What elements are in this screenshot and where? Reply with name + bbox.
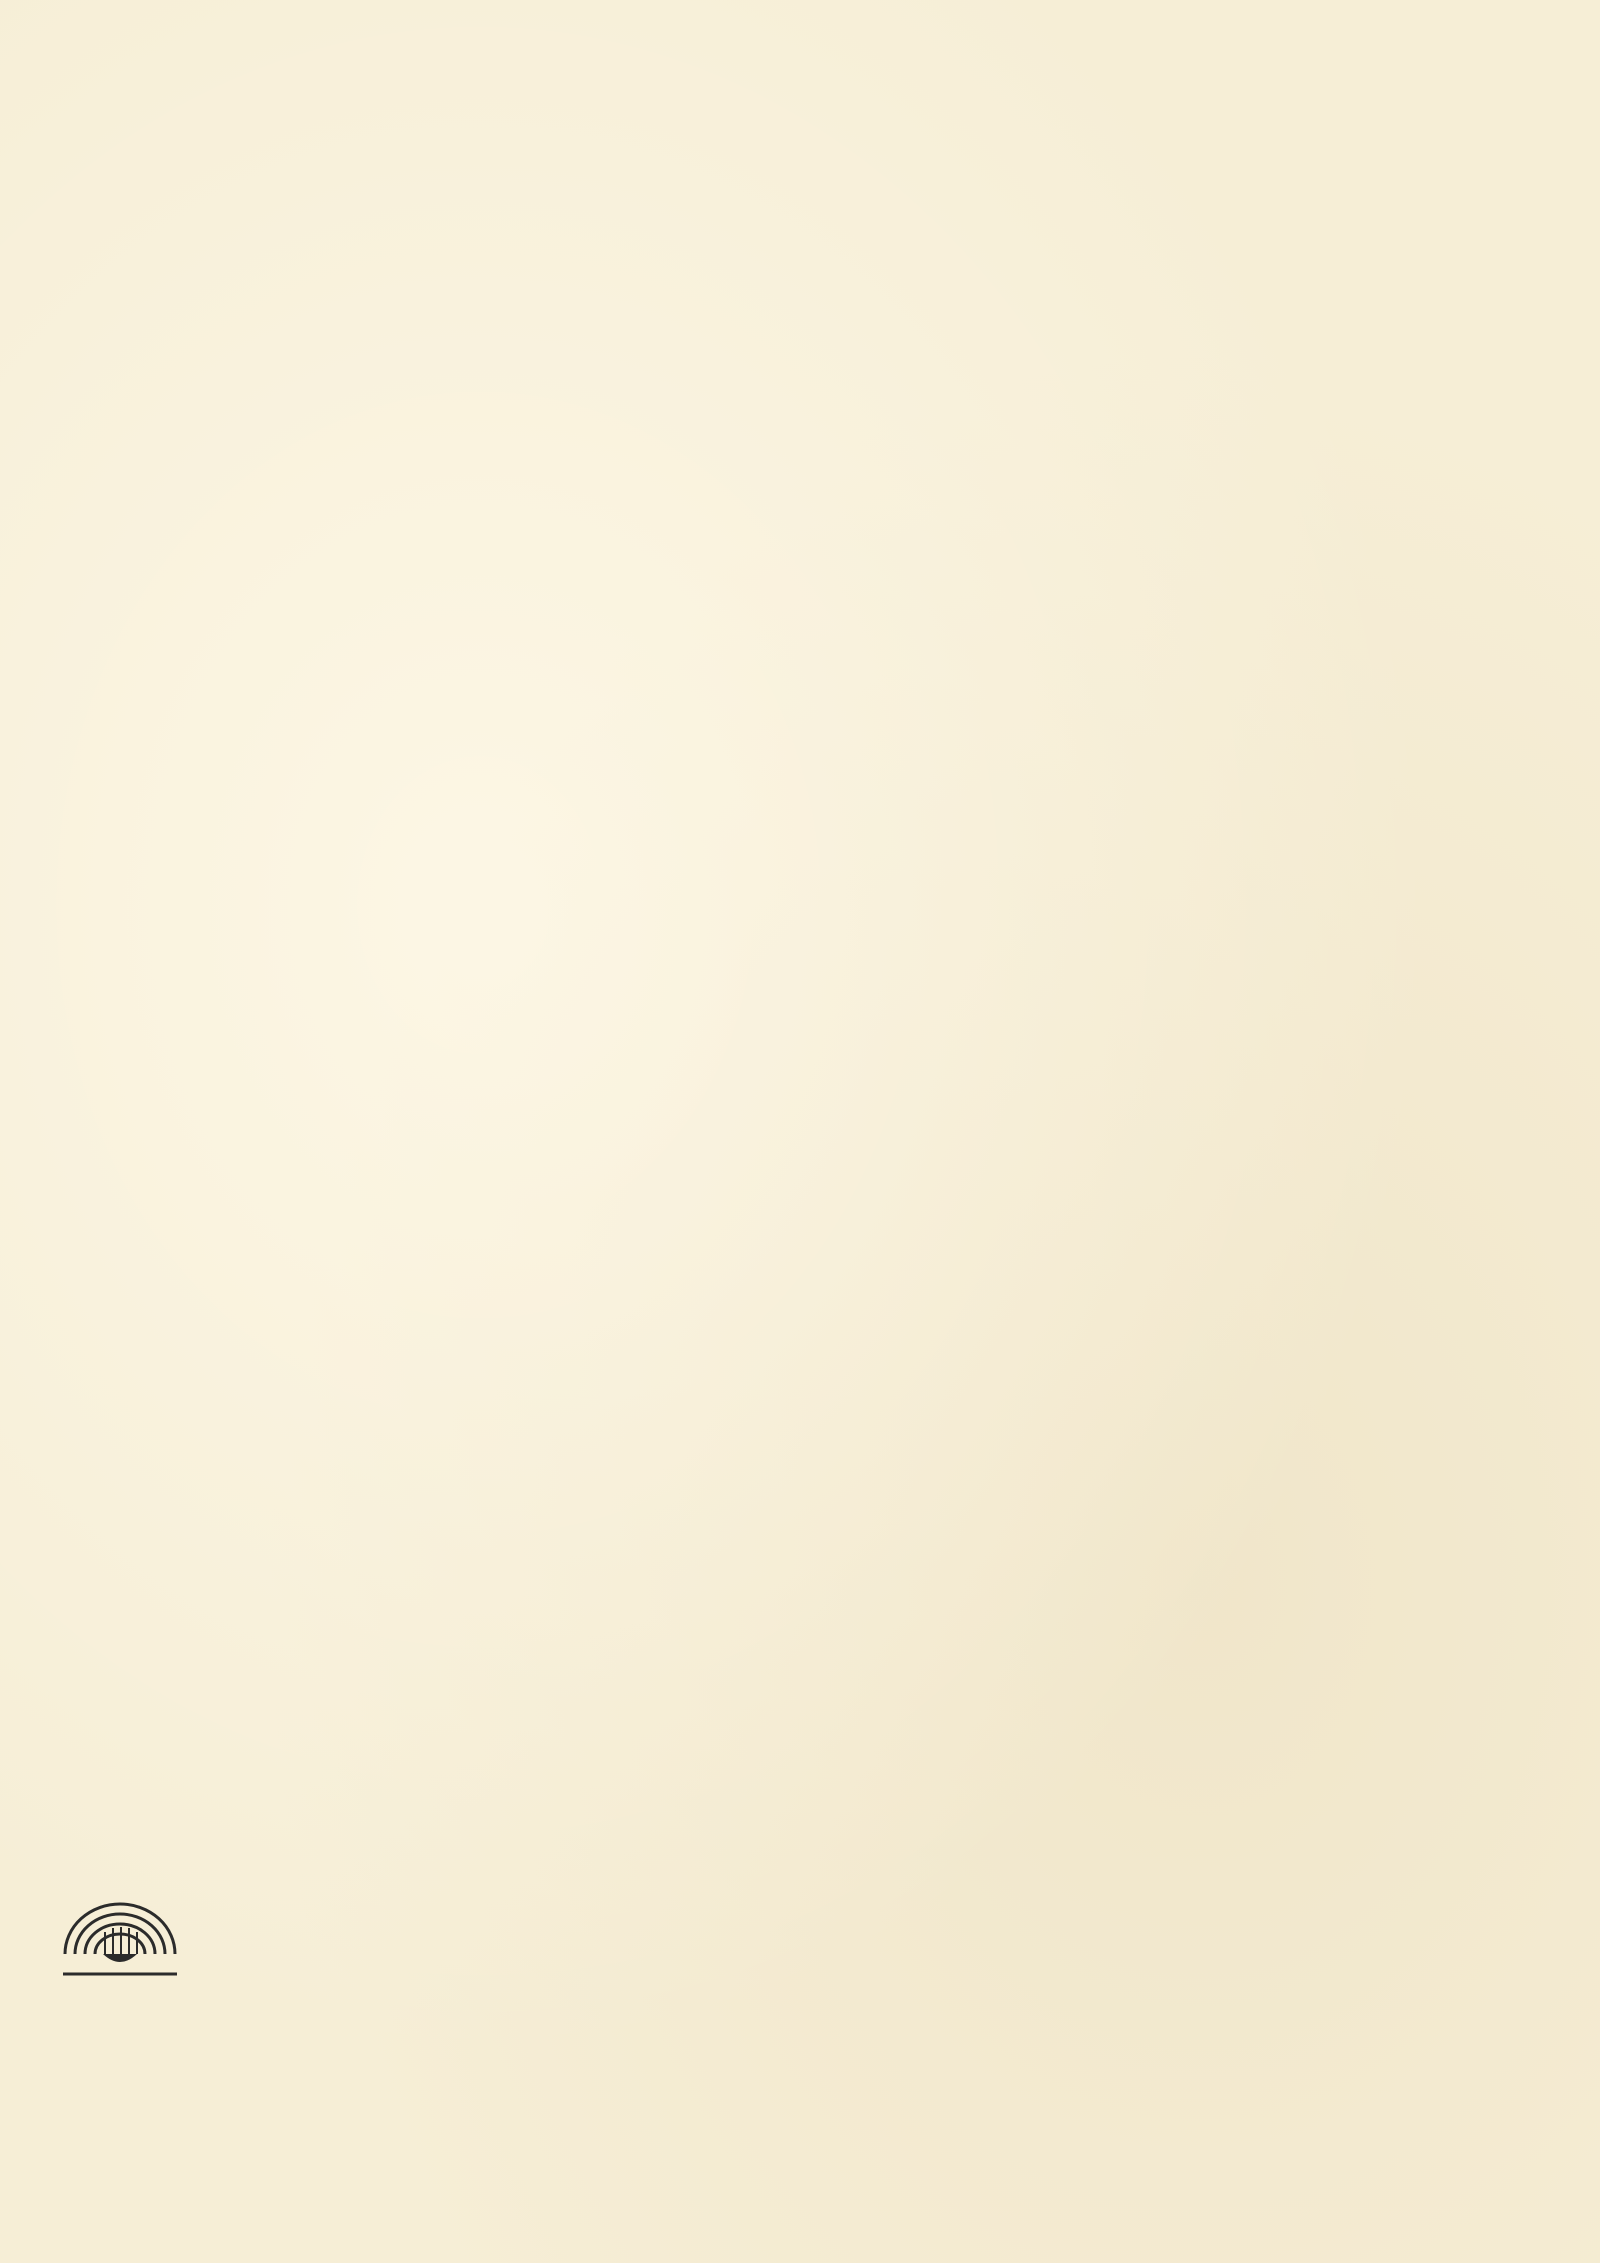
- rainbow-logo-icon: [55, 1892, 185, 1992]
- library-logo: [55, 1892, 345, 1992]
